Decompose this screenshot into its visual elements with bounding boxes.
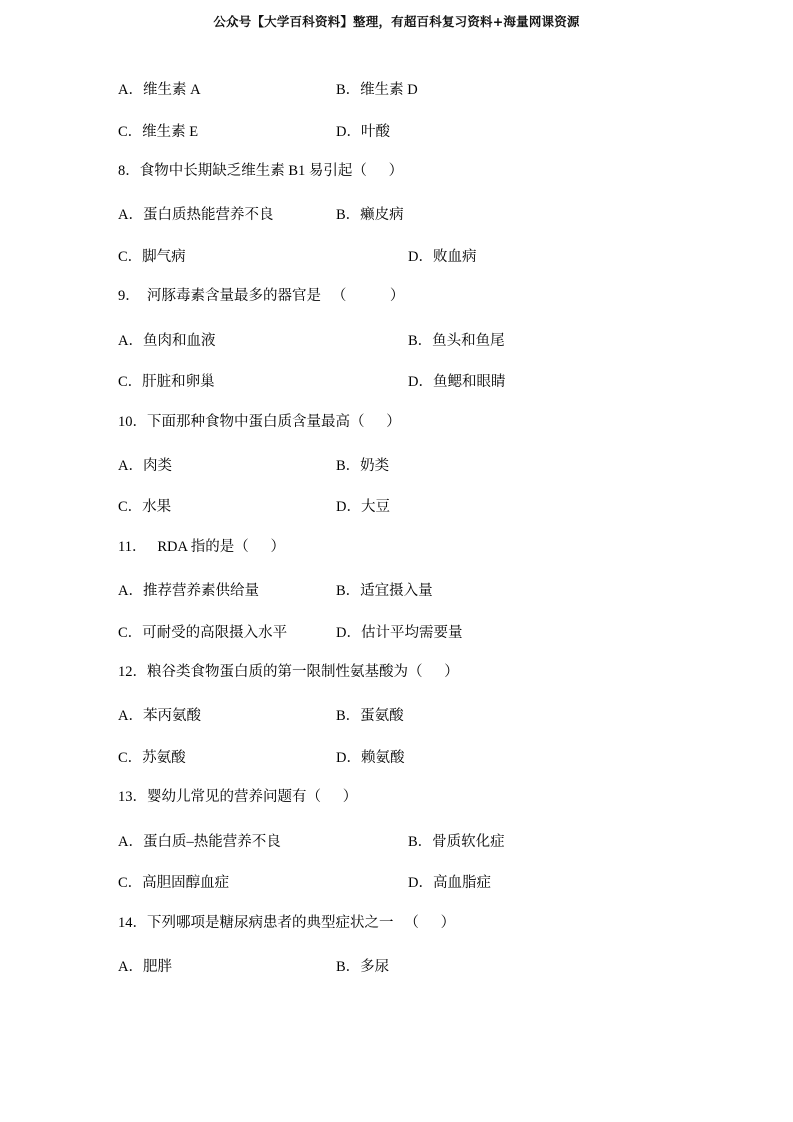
question-stem: 12．粮谷类食物蛋白质的第一限制性氨基酸为（ ） xyxy=(118,664,459,680)
option-b: B．奶类 xyxy=(336,457,390,474)
option-a: A．肥胖 xyxy=(118,958,172,975)
option-row xyxy=(118,203,678,224)
option-b: B．适宜摄入量 xyxy=(336,583,433,599)
option-row xyxy=(118,746,678,767)
question-stem: 9． 河豚毒素含量最多的器官是 （ ） xyxy=(118,288,405,305)
page-header: 公众号【大学百科资料】整理，有超百科复习资料+海量网课资源 xyxy=(213,14,580,29)
option-b: B．骨质软化症 xyxy=(408,833,505,850)
option-b: B．鱼头和鱼尾 xyxy=(408,332,505,349)
option-row xyxy=(118,78,678,99)
option-d: D．赖氨酸 xyxy=(336,749,405,766)
option-a: A．蛋白质–热能营养不良 xyxy=(118,833,281,850)
option-d: D．鱼鳃和眼睛 xyxy=(408,374,506,390)
option-a: A．肉类 xyxy=(118,457,172,474)
option-row xyxy=(118,370,678,391)
option-c: C．维生素 E xyxy=(118,123,199,140)
option-d: D．高血脂症 xyxy=(408,875,491,891)
option-b: B．蛋氨酸 xyxy=(336,708,404,725)
option-c: C．水果 xyxy=(118,499,172,516)
option-row xyxy=(118,955,678,976)
option-c: C．苏氨酸 xyxy=(118,749,186,766)
option-a: A．蛋白质热能营养不良 xyxy=(118,207,274,224)
question-stem: 10．下面那种食物中蛋白质含量最高（ ） xyxy=(118,413,401,430)
option-c: C．高胆固醇血症 xyxy=(118,875,230,891)
option-d: D．败血病 xyxy=(408,248,477,265)
option-row xyxy=(118,495,678,516)
option-row xyxy=(118,830,678,851)
question-stem: 11． RDA 指的是（ ） xyxy=(118,538,286,555)
question-stem: 14．下列哪项是糖尿病患者的典型症状之一 （ ） xyxy=(118,914,456,931)
option-d: D．估计平均需要量 xyxy=(336,624,463,641)
question-stem: 13．婴幼儿常见的营养问题有（ ） xyxy=(118,789,358,806)
option-row xyxy=(118,621,678,642)
option-d: D．叶酸 xyxy=(336,123,390,140)
option-row xyxy=(118,120,678,141)
option-c: C．脚气病 xyxy=(118,248,186,265)
option-row xyxy=(118,579,678,600)
option-b: B．维生素 D xyxy=(336,82,418,98)
option-d: D．大豆 xyxy=(336,499,390,516)
option-a: A．鱼肉和血液 xyxy=(118,332,216,349)
option-row xyxy=(118,871,678,892)
option-a: A．维生素 A xyxy=(118,82,201,98)
option-a: A．苯丙氨酸 xyxy=(118,708,201,725)
exam-questions-body xyxy=(118,78,678,996)
option-b: B．多尿 xyxy=(336,958,390,975)
option-row xyxy=(118,704,678,725)
option-row xyxy=(118,454,678,475)
option-a: A．推荐营养素供给量 xyxy=(118,583,259,599)
option-row xyxy=(118,245,678,266)
option-c: C．可耐受的高限摄入水平 xyxy=(118,624,288,641)
option-row xyxy=(118,329,678,350)
option-b: B．癞皮病 xyxy=(336,207,404,224)
option-c: C．肝脏和卵巢 xyxy=(118,374,215,390)
question-stem: 8．食物中长期缺乏维生素 B1 易引起（ ） xyxy=(118,163,404,179)
